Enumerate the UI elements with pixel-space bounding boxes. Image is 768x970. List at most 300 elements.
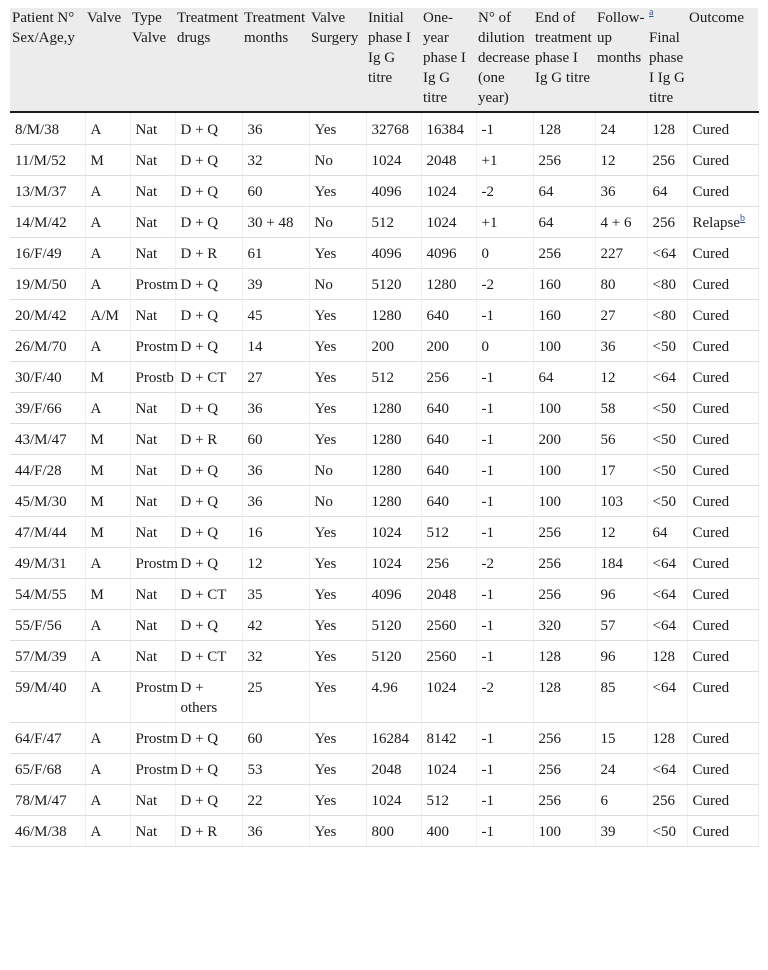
cell-text: Cured (692, 618, 730, 634)
table-cell (647, 517, 687, 548)
table-cell (476, 816, 533, 847)
cell-text: 1280 (426, 277, 457, 293)
cell-text: A (90, 401, 102, 417)
table-cell (10, 723, 85, 754)
table-cell (533, 145, 595, 176)
cell-text: 17 (600, 463, 616, 479)
table-cell (366, 517, 421, 548)
table-cell (242, 176, 309, 207)
table-cell (175, 300, 242, 331)
table-cell (309, 207, 366, 238)
table-cell (647, 455, 687, 486)
table-cell (533, 207, 595, 238)
cell-text: 128 (538, 680, 561, 696)
cell-text: A (90, 122, 102, 138)
cell-text: A (90, 618, 102, 634)
table-cell (647, 641, 687, 672)
cell-text: -1 (481, 649, 494, 665)
table-cell (687, 723, 758, 754)
cell-text: 4.96 (371, 680, 398, 696)
table-row (10, 238, 758, 269)
table-cell (476, 424, 533, 455)
table-cell (533, 672, 595, 723)
patient-table (10, 8, 759, 847)
cell-text: 36 (247, 122, 263, 138)
table-row (10, 785, 758, 816)
table-cell (242, 238, 309, 269)
cell-text: A (90, 762, 102, 778)
cell-text: Cured (692, 824, 730, 840)
table-cell (309, 548, 366, 579)
table-cell (175, 238, 242, 269)
table-header (10, 8, 758, 112)
table-cell (687, 785, 758, 816)
table-cell (309, 112, 366, 145)
table-cell (421, 393, 476, 424)
table-cell (242, 816, 309, 847)
table-cell (421, 785, 476, 816)
table-cell (421, 610, 476, 641)
cell-text: -1 (481, 463, 494, 479)
cell-text: D + Q (180, 401, 219, 417)
table-cell (687, 269, 758, 300)
cell-text: 8142 (426, 731, 457, 747)
table-cell (242, 112, 309, 145)
cell-text: 640 (426, 308, 449, 324)
cell-text: 36 (247, 463, 263, 479)
cell-text: 512 (426, 525, 449, 541)
table-cell (10, 610, 85, 641)
table-cell (533, 238, 595, 269)
cell-text: 35 (247, 587, 263, 603)
cell-text: 160 (538, 308, 561, 324)
cell-text: 57 (600, 618, 616, 634)
table-cell (421, 112, 476, 145)
table-cell (595, 362, 647, 393)
column-header-label: End of treatment phase I Ig G titre (535, 10, 592, 86)
cell-text: D + Q (180, 463, 219, 479)
column-header (595, 8, 647, 112)
table-cell (687, 300, 758, 331)
cell-text: 2048 (426, 153, 457, 169)
cell-text: 200 (426, 339, 449, 355)
table-cell (130, 486, 175, 517)
table-cell (309, 145, 366, 176)
table-cell (366, 207, 421, 238)
table-cell (130, 785, 175, 816)
cell-text: A (90, 339, 102, 355)
table-cell (309, 641, 366, 672)
cell-text: 26/M/70 (15, 339, 67, 355)
cell-text: 85 (600, 680, 616, 696)
cell-text: <64 (652, 246, 676, 262)
cell-text: Nat (135, 824, 158, 840)
table-cell (647, 176, 687, 207)
cell-text: A (90, 277, 102, 293)
table-cell (595, 207, 647, 238)
cell-text: D + Q (180, 277, 219, 293)
table-cell (10, 145, 85, 176)
table-cell (647, 362, 687, 393)
cell-text: Yes (314, 432, 337, 448)
table-cell (366, 238, 421, 269)
table-cell (533, 176, 595, 207)
table-cell (242, 486, 309, 517)
table-cell (85, 610, 130, 641)
table-row (10, 393, 758, 424)
table-cell (10, 269, 85, 300)
cell-text: 640 (426, 494, 449, 510)
cell-text: 800 (371, 824, 394, 840)
cell-text: D + R (180, 432, 218, 448)
cell-text: M (90, 525, 104, 541)
cell-text: 512 (426, 793, 449, 809)
cell-text: 5120 (371, 649, 402, 665)
cell-text: -1 (481, 587, 494, 603)
cell-text: A (90, 793, 102, 809)
table-cell (10, 754, 85, 785)
cell-text: 0 (481, 339, 489, 355)
table-cell (421, 723, 476, 754)
table-cell (85, 112, 130, 145)
cell-text: 19/M/50 (15, 277, 67, 293)
table-cell (130, 176, 175, 207)
cell-text: 39 (600, 824, 616, 840)
table-cell (647, 145, 687, 176)
cell-text: 256 (538, 762, 561, 778)
cell-text: Prostm (135, 680, 179, 696)
cell-text: 200 (371, 339, 394, 355)
cell-text: 256 (538, 246, 561, 262)
table-cell (130, 641, 175, 672)
cell-text: Yes (314, 370, 337, 386)
table-cell (242, 785, 309, 816)
cell-text: 25 (247, 680, 263, 696)
table-cell (687, 207, 758, 238)
cell-text: Nat (135, 649, 158, 665)
table-cell (476, 362, 533, 393)
cell-text: D + Q (180, 525, 219, 541)
table-cell (175, 331, 242, 362)
table-cell (421, 641, 476, 672)
table-cell (687, 393, 758, 424)
footnote-marker[interactable]: a (649, 7, 654, 18)
table-cell (366, 672, 421, 723)
table-row (10, 672, 758, 723)
cell-text: 5120 (371, 277, 402, 293)
cell-text: M (90, 463, 104, 479)
table-cell (10, 112, 85, 145)
cell-text: <50 (652, 824, 676, 840)
cell-text: Yes (314, 184, 337, 200)
cell-text: +1 (481, 153, 498, 169)
table-cell (687, 548, 758, 579)
table-cell (533, 112, 595, 145)
cell-text: 100 (538, 401, 561, 417)
cell-text: -1 (481, 762, 494, 778)
table-cell (242, 331, 309, 362)
cell-text: Cured (692, 432, 730, 448)
table-cell (595, 269, 647, 300)
table-cell (130, 548, 179, 579)
cell-text: Nat (135, 525, 158, 541)
cell-text: 61 (247, 246, 263, 262)
table-cell (85, 176, 130, 207)
table-cell (130, 723, 179, 754)
cell-text: 60 (247, 731, 263, 747)
table-cell (476, 269, 533, 300)
table-cell (10, 393, 85, 424)
table-row (10, 641, 758, 672)
cell-text: 1024 (426, 680, 457, 696)
cell-text: 12 (247, 556, 263, 572)
cell-text: 100 (538, 339, 561, 355)
table-cell (687, 424, 758, 455)
table-cell (10, 486, 85, 517)
cell-text: Cured (692, 587, 730, 603)
cell-text: Yes (314, 824, 337, 840)
table-cell (476, 486, 533, 517)
column-header (687, 8, 758, 112)
table-cell (595, 785, 647, 816)
cell-text: 32 (247, 153, 263, 169)
cell-text: 16/F/49 (15, 246, 62, 262)
cell-text: Nat (135, 246, 158, 262)
table-cell (309, 424, 366, 455)
cell-text: -1 (481, 618, 494, 634)
table-cell (309, 331, 366, 362)
table-cell (175, 672, 242, 723)
table-cell (10, 362, 85, 393)
table-cell (533, 331, 595, 362)
cell-text: 39 (247, 277, 263, 293)
cell-text: 56 (600, 432, 616, 448)
table-cell (130, 362, 175, 393)
table-cell (533, 517, 595, 548)
table-cell (595, 331, 647, 362)
cell-text: 1280 (371, 432, 402, 448)
table-cell (85, 300, 130, 331)
table-row (10, 362, 758, 393)
cell-text: Cured (692, 463, 730, 479)
table-row (10, 610, 758, 641)
table-cell (421, 424, 476, 455)
table-cell (476, 672, 533, 723)
cell-text: No (314, 494, 333, 510)
table-cell (595, 579, 647, 610)
cell-text: 6 (600, 793, 608, 809)
table-cell (476, 300, 533, 331)
cell-text: 256 (652, 793, 675, 809)
cell-text: Yes (314, 731, 337, 747)
table-cell (10, 785, 85, 816)
cell-text: 2560 (426, 618, 457, 634)
table-cell (366, 610, 421, 641)
cell-text: Cured (692, 556, 730, 572)
table-cell (366, 486, 421, 517)
cell-text: 27 (247, 370, 263, 386)
table-cell (10, 672, 85, 723)
table-cell (421, 269, 476, 300)
table-row (10, 300, 758, 331)
table-cell (175, 579, 242, 610)
cell-text: M (90, 494, 104, 510)
table-cell (687, 238, 758, 269)
table-cell (130, 754, 179, 785)
table-cell (175, 754, 242, 785)
table-cell (647, 269, 687, 300)
table-cell (421, 207, 476, 238)
table-cell (242, 754, 309, 785)
cell-text: 16 (247, 525, 263, 541)
table-cell (595, 486, 647, 517)
footnote-marker[interactable]: b (739, 213, 745, 224)
cell-text: 36 (600, 339, 616, 355)
cell-text: 256 (652, 153, 675, 169)
table-cell (130, 269, 179, 300)
table-cell (85, 816, 130, 847)
cell-text: A (90, 184, 102, 200)
table-cell (595, 112, 647, 145)
cell-text: 512 (371, 215, 394, 231)
table-cell (175, 269, 242, 300)
cell-text: 11/M/52 (15, 153, 67, 169)
cell-text: Cured (692, 762, 730, 778)
table-cell (366, 455, 421, 486)
cell-text: Cured (692, 401, 730, 417)
cell-text: Nat (135, 308, 158, 324)
table-cell (595, 672, 647, 723)
table-cell (476, 112, 533, 145)
cell-text: Nat (135, 587, 158, 603)
cell-text: 58 (600, 401, 616, 417)
cell-text: 15 (600, 731, 616, 747)
table-cell (421, 331, 476, 362)
cell-text: 44/F/28 (15, 463, 62, 479)
cell-text: -1 (481, 370, 494, 386)
table-row (10, 455, 758, 486)
table-cell (421, 455, 476, 486)
cell-text: D + Q (180, 556, 219, 572)
cell-text: 400 (426, 824, 449, 840)
table-row (10, 517, 758, 548)
cell-text: Nat (135, 401, 158, 417)
table-row (10, 207, 758, 238)
table-cell (10, 331, 85, 362)
cell-text: Cured (692, 793, 730, 809)
table-cell (647, 579, 687, 610)
cell-text: 184 (600, 556, 623, 572)
table-cell (647, 300, 687, 331)
cell-text: A/M (90, 308, 119, 324)
table-cell (175, 145, 242, 176)
cell-text: 64 (652, 184, 668, 200)
table-cell (309, 723, 366, 754)
table-cell (130, 112, 175, 145)
table-cell (242, 641, 309, 672)
cell-text: 1280 (371, 463, 402, 479)
table-cell (85, 517, 130, 548)
cell-text: 256 (426, 370, 449, 386)
cell-text: 42 (247, 618, 263, 634)
cell-text: <50 (652, 432, 676, 448)
cell-text: Cured (692, 649, 730, 665)
cell-text: 27 (600, 308, 616, 324)
column-header (366, 8, 421, 112)
cell-text: <50 (652, 339, 676, 355)
table-cell (595, 176, 647, 207)
table-row (10, 424, 758, 455)
table-cell (130, 816, 175, 847)
cell-text: Yes (314, 122, 337, 138)
cell-text: 1024 (371, 556, 402, 572)
table-cell (175, 112, 242, 145)
table-cell (687, 672, 758, 723)
cell-text: Nat (135, 793, 158, 809)
cell-text: Nat (135, 122, 158, 138)
table-cell (366, 785, 421, 816)
cell-text: Yes (314, 680, 337, 696)
cell-text: 128 (652, 731, 675, 747)
column-header-label: Follow-up months (597, 10, 645, 66)
column-header (421, 8, 476, 112)
cell-text: 32 (247, 649, 263, 665)
table-cell (647, 610, 687, 641)
cell-text: M (90, 432, 104, 448)
table-cell (10, 238, 85, 269)
column-header-label: N° of dilution decrease (one year) (478, 10, 530, 106)
table-cell (476, 579, 533, 610)
table-row (10, 486, 758, 517)
cell-text: 64 (652, 525, 668, 541)
cell-text: 160 (538, 277, 561, 293)
table-cell (647, 112, 687, 145)
table-cell (309, 176, 366, 207)
table-cell (421, 362, 476, 393)
cell-text: No (314, 277, 333, 293)
table-cell (647, 723, 687, 754)
cell-text: Nat (135, 432, 158, 448)
table-cell (130, 517, 175, 548)
column-header (309, 8, 366, 112)
cell-text: Yes (314, 308, 337, 324)
cell-text: Yes (314, 339, 337, 355)
table-cell (85, 672, 130, 723)
table-cell (476, 238, 533, 269)
table-cell (309, 362, 366, 393)
table-cell (647, 548, 687, 579)
table-cell (85, 641, 130, 672)
table-cell (130, 393, 175, 424)
table-cell (421, 517, 476, 548)
cell-text: <50 (652, 494, 676, 510)
cell-text: Yes (314, 762, 337, 778)
table-cell (421, 300, 476, 331)
table-cell (10, 207, 85, 238)
table-cell (309, 238, 366, 269)
table-cell (476, 548, 533, 579)
table-cell (595, 723, 647, 754)
cell-text: 2048 (371, 762, 402, 778)
table-cell (533, 362, 595, 393)
table-cell (533, 610, 595, 641)
cell-text: Yes (314, 401, 337, 417)
cell-text: 640 (426, 463, 449, 479)
cell-text: 103 (600, 494, 623, 510)
table-cell (595, 300, 647, 331)
cell-text: 59/M/40 (15, 680, 67, 696)
cell-text: 640 (426, 432, 449, 448)
